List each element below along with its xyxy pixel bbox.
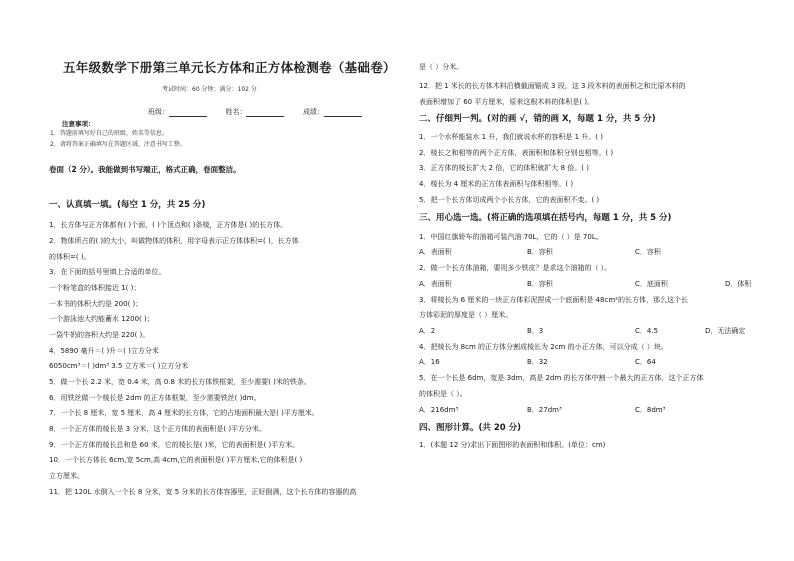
note-item: 2．请将答案正确填写在答题区域，注意书写工整。	[50, 141, 186, 148]
class-label: 班级：	[148, 108, 169, 116]
choice-option: C．容积	[635, 248, 661, 256]
score-label: 成绩：	[302, 108, 324, 116]
choice-question: 4．把棱长为 8cm 的正方体分割成棱长为 2cm 的小正方体，可以分成（ ）块。	[419, 343, 668, 351]
name-field[interactable]	[246, 109, 284, 117]
question-line: 5．做一个长 2.2 米，宽 0.4 米，高 0.8 米的长方体铁框架，至少需要( )米的铁条。	[49, 378, 311, 386]
class-field[interactable]	[169, 109, 207, 117]
question-line: 8．一个正方体的棱长是 3 分米，这个正方体的表面积是( )平方分米。	[49, 425, 267, 433]
choice-question: 方体彩泥的厚度是（ ）厘米。	[419, 311, 513, 319]
choice-question: 1．中国红旗轿车的油箱可装汽油 70L，它的（ ）是 70L。	[419, 233, 603, 241]
choice-option: B．32	[527, 358, 548, 366]
choice-question: 5．在一个长是 6dm，宽是 3dm，高是 2dm 的长方体中割一个最大的正方体，这个正方体	[419, 374, 704, 382]
question-line: 立方厘米。	[49, 472, 84, 480]
judge-line: 2．棱长之和相等的两个正方体，表面积和体积分别也相等。( )	[419, 149, 614, 157]
question-line: 4．5890 毫升＝( )升＝( )立方分米	[49, 347, 159, 355]
question-line: 12．把 1 米长的长方体木料沿横截面锯成 3 段，这 3 段木料的表面积之和比原木料的	[419, 82, 686, 90]
choice-option: A．216dm³	[419, 406, 459, 414]
score-field[interactable]	[324, 109, 362, 117]
section2-title: 二、仔细判一判。(对的画 √，错的画 X，每题 1 分，共 5 分)	[419, 114, 656, 124]
judge-line: 5．把一个长方体切成两个小长方体，它的表面积不变。( )	[419, 196, 600, 204]
section3-title: 三、用心选一选。(将正确的选项填在括号内，每题 1 分，共 5 分)	[419, 213, 672, 223]
student-info-row	[148, 108, 362, 117]
choice-option: C．8dm³	[635, 406, 666, 414]
choice-option: D．无法确定	[705, 327, 746, 335]
question-line: 一个游泳池大约能蓄水 1200( )；	[49, 315, 154, 323]
exam-info: 考试时间：60 分钟；满分：102 分	[162, 86, 257, 93]
choice-question: 的体积是（ ）。	[419, 390, 467, 398]
judge-line: 3．正方体的棱长扩大 2 倍，它的体积就扩大 8 倍。( )	[419, 164, 589, 172]
question-line: 11．把 120L 水倒入一个长 8 分米，宽 5 分米的长方体容器里，正好倒满，这个长方体的容器的高	[49, 488, 357, 496]
choice-question: 3．将棱长为 6 厘米的一块正方体彩泥捏成一个底面积是 48cm²的长方体，那么这个长	[419, 296, 688, 304]
choice-option: C．底面积	[635, 280, 668, 288]
judge-line: 4．棱长为 4 厘米的正方体表面积与体积相等。( )	[419, 180, 574, 188]
choice-option: A．表面积	[419, 248, 452, 256]
page-title: 五年级数学下册第三单元长方体和正方体检测卷（基础卷）	[63, 60, 396, 75]
question-line: 9．一个正方体的棱长总和是 60 米，它的棱长是( )米，它的表面积是( )平方米。	[49, 441, 300, 449]
choice-option: B．容积	[527, 248, 553, 256]
choice-option: B．容积	[527, 280, 553, 288]
question-line: 1．长方体与正方体都有( )个面，( )个顶点和( )条棱，正方体是( )的长方体。	[49, 221, 288, 229]
question-line: 7．一个长 8 厘米，宽 5 厘米，高 4 厘米的长方体，它的占地面积最大是( )平方厘米。	[49, 409, 319, 417]
question-line: 一袋牛奶的容积大约是 220( )。	[49, 331, 150, 339]
name-label: 姓名：	[225, 108, 247, 116]
choice-option: A．2	[419, 327, 436, 335]
section4-title: 四、图形计算。(共 20 分)	[419, 423, 522, 433]
note-item: 1．答题前填写好自己的班级、姓名等信息。	[50, 130, 168, 137]
judge-line: 1．一个水杯能装水 1 升，我们就说水杯的容积是 1 升。( )	[419, 133, 603, 141]
neatness-note: 卷面（2 分）。我能做到书写端正，格式正确，卷面整洁。	[49, 165, 241, 174]
section1-title: 一、认真填一填。(每空 1 分，共 25 分)	[49, 200, 206, 210]
question-line: 2．物体所占的( )的大小，叫做物体的体积，用字母表示正方体体积=( )，长方体	[49, 237, 299, 245]
choice-option: D．体积	[725, 280, 752, 288]
question-line: 6050cm³＝( )dm³ 3.5 立方米＝( )立方分米	[49, 362, 189, 370]
choice-option: A．表面积	[419, 280, 452, 288]
question-line: 一个粉笔盒的体积接近 1( )；	[49, 284, 141, 292]
question-line: 表面积增加了 60 平方厘米，原来这根木料的体积是( )。	[419, 98, 595, 106]
question-line: 一本书的体积大约是 200( )；	[49, 300, 143, 308]
question-line: 6．用铁丝做一个棱长是 2dm 的正方体框架，至少需要铁丝( )dm。	[49, 394, 261, 402]
question-line: 的体积=( )。	[49, 253, 91, 261]
choice-question: 2．做一个长方体油箱，要用多少铁皮？是求这个油箱的（ ）。	[419, 264, 612, 272]
figure-area	[430, 458, 730, 548]
choice-option: C．4.5	[635, 327, 659, 335]
question-line: 3．在下面的括号里填上合适的单位。	[49, 268, 166, 276]
question-line: 10．一个长方体长 6cm,宽 5cm,高 4cm,它的表面积是( )平方厘米,它的体积是( )	[49, 456, 303, 464]
choice-option: B．27dm³	[527, 406, 562, 414]
choice-option: C．64	[635, 358, 656, 366]
choice-option: A．16	[419, 358, 440, 366]
calc-question: 1．(本题 12 分)求出下面图形的表面积和体积。(单位：cm)	[419, 441, 606, 449]
notes-title: 注意事项：	[62, 120, 95, 128]
question-line: 是（ ）分米。	[419, 63, 464, 71]
choice-option: B．3	[527, 327, 544, 335]
